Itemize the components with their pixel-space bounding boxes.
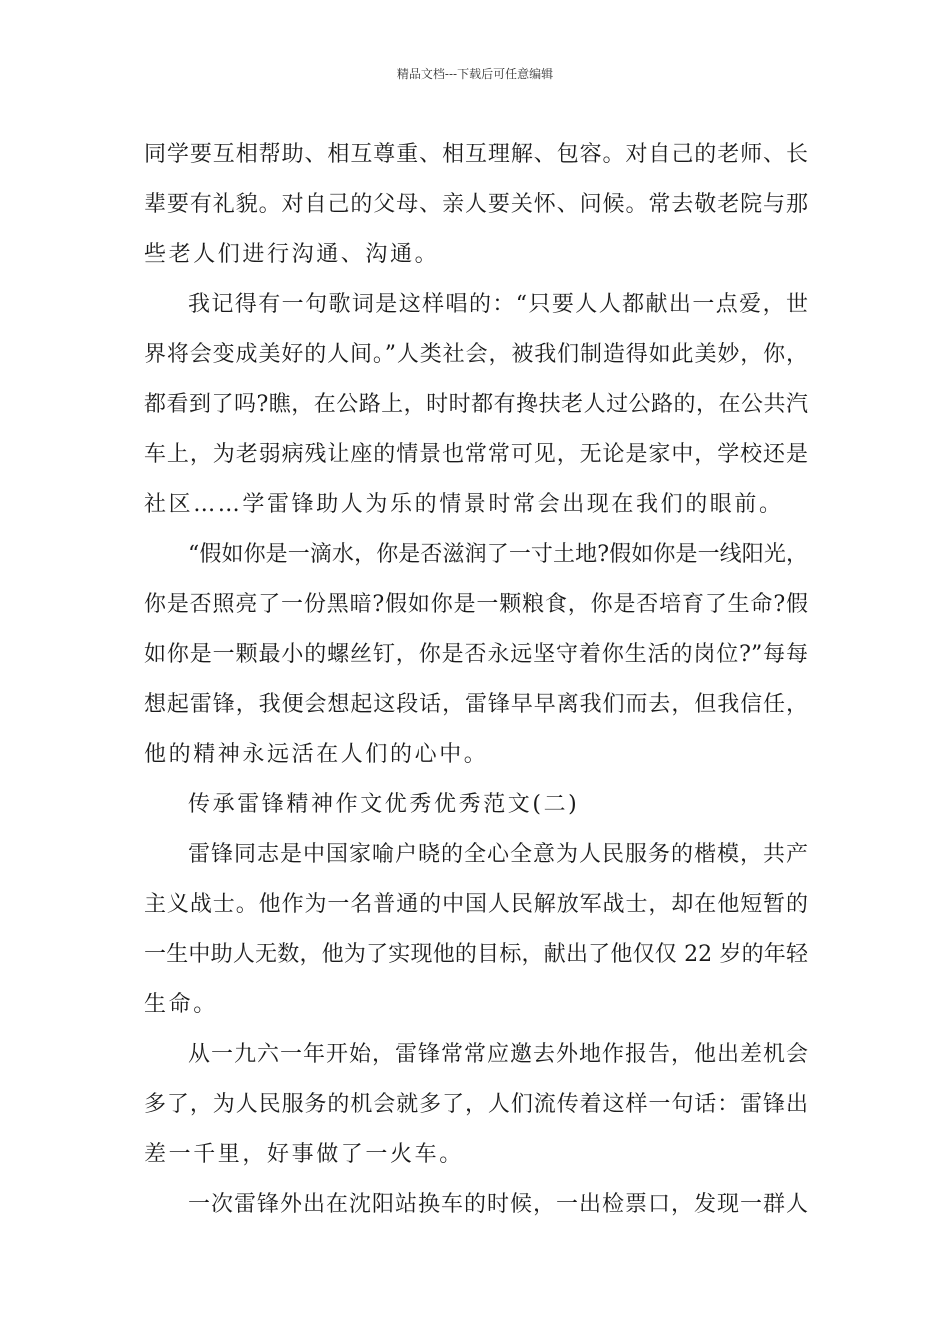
text-line: 你是否照亮了一份黑暗?假如你是一颗粮食，你是否培育了生命?假 <box>144 592 808 617</box>
text-line: 车上，为老弱病残让座的情景也常常可见，无论是家中，学校还是 <box>144 442 808 467</box>
text-line: 想起雷锋，我便会想起这段话，雷锋早早离我们而去，但我信任， <box>144 692 808 717</box>
text-line: 如你是一颗最小的螺丝钉，你是否永远坚守着你生活的岗位?”每每 <box>144 642 808 667</box>
text-line: 一生中助人无数，他为了实现他的目标，献出了他仅仅 22 岁的年轻 <box>144 942 808 967</box>
text-line: 生命。 <box>144 992 218 1017</box>
page-header: 精品文档---下载后可任意编辑 <box>396 67 554 81</box>
text-line: 主义战士。他作为一名普通的中国人民解放军战士，却在他短暂的 <box>144 892 808 917</box>
text-line: 同学要互相帮助、相互尊重、相互理解、包容。对自己的老师、长 <box>144 142 808 167</box>
text-line: 辈要有礼貌。对自己的父母、亲人要关怀、问候。常去敬老院与那 <box>144 192 808 217</box>
document-body <box>144 130 808 1230</box>
paragraph-start-line: 我记得有一句歌词是这样唱的：“只要人人都献出一点爱，世 <box>188 292 808 317</box>
text-line: 差一千里，好事做了一火车。 <box>144 1142 464 1167</box>
text-line: 他的精神永远活在人们的心中。 <box>144 742 489 767</box>
section-heading: 传承雷锋精神作文优秀优秀范文(二) <box>188 792 580 817</box>
text-line: 界将会变成美好的人间。”人类社会，被我们制造得如此美妙，你， <box>144 342 808 367</box>
paragraph-start-line: 雷锋同志是中国家喻户晓的全心全意为人民服务的楷模，共产 <box>188 842 808 867</box>
text-line: 些老人们进行沟通、沟通。 <box>144 242 440 267</box>
paragraph-start-line: 一次雷锋外出在沈阳站换车的时候，一出检票口，发现一群人 <box>188 1192 808 1217</box>
paragraph-start-line: “假如你是一滴水，你是否滋润了一寸土地?假如你是一线阳光， <box>188 542 808 567</box>
text-line: 社区……学雷锋助人为乐的情景时常会出现在我们的眼前。 <box>144 492 784 517</box>
text-line: 多了，为人民服务的机会就多了，人们流传着这样一句话：雷锋出 <box>144 1092 808 1117</box>
text-line: 都看到了吗?瞧，在公路上，时时都有搀扶老人过公路的，在公共汽 <box>144 392 808 417</box>
paragraph-start-line: 从一九六一年开始，雷锋常常应邀去外地作报告，他出差机会 <box>188 1042 808 1067</box>
